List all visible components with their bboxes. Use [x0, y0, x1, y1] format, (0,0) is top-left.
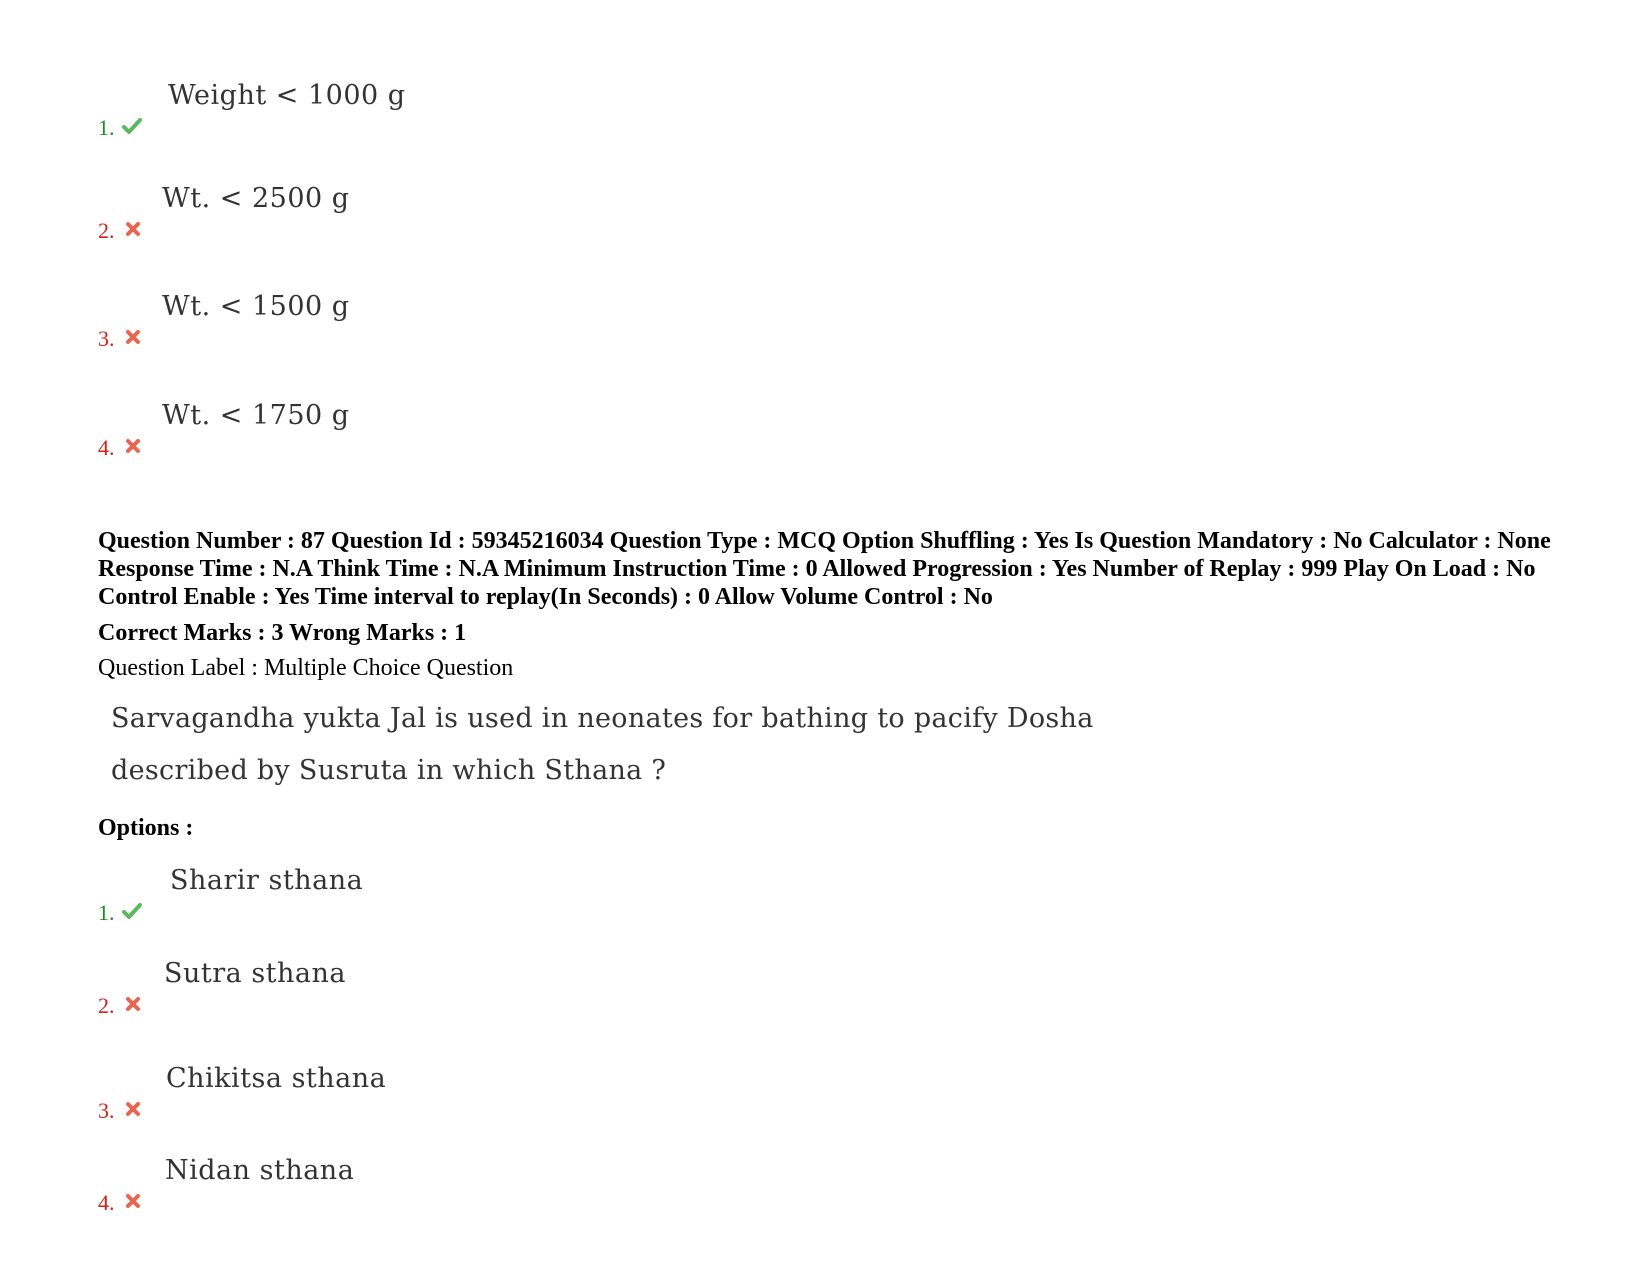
option-number: 4.: [98, 1190, 115, 1215]
option-2: [98, 958, 698, 1018]
cross-icon: [125, 221, 141, 237]
question-marks: Correct Marks : 3 Wrong Marks : 1: [98, 620, 467, 646]
option-number: 2.: [98, 993, 115, 1018]
option-1: [98, 865, 698, 925]
option-text: Sharir sthana: [170, 865, 364, 896]
option-text: Wt. < 1750 g: [162, 400, 350, 431]
previous-option-3: [98, 291, 698, 351]
option-3: [98, 1063, 698, 1123]
option-text: Sutra sthana: [164, 958, 347, 989]
previous-option-4: [98, 400, 698, 460]
option-text: Chikitsa sthana: [166, 1063, 387, 1094]
option-number: 2.: [98, 218, 115, 243]
option-text: Wt. < 1500 g: [162, 291, 350, 322]
cross-icon: [125, 1101, 141, 1117]
option-text: Weight < 1000 g: [168, 80, 406, 111]
previous-option-2: [98, 183, 698, 243]
question-text-line-1: Sarvagandha yukta Jal is used in neonates for bathing to pacify Dosha: [111, 703, 1094, 734]
question-label: Question Label : Multiple Choice Question: [98, 655, 514, 681]
options-heading: Options :: [98, 815, 194, 841]
check-icon: [122, 901, 142, 921]
cross-icon: [125, 1193, 141, 1209]
previous-option-1: [98, 80, 698, 140]
cross-icon: [125, 996, 141, 1012]
option-text: Nidan sthana: [165, 1155, 355, 1186]
option-4: [98, 1155, 698, 1215]
check-icon: [122, 116, 142, 136]
question-text-line-2: described by Susruta in which Sthana ?: [111, 755, 667, 786]
option-number: 3.: [98, 1098, 115, 1123]
option-text: Wt. < 2500 g: [162, 183, 350, 214]
option-number: 4.: [98, 435, 115, 460]
option-number: 1.: [98, 900, 115, 925]
cross-icon: [125, 438, 141, 454]
option-number: 3.: [98, 326, 115, 351]
option-number: 1.: [98, 115, 115, 140]
question-meta: Question Number : 87 Question Id : 59345216034 Question Type : MCQ Option Shuffling : Yes Is Question Mandatory : No Calculator : None Response Time : N.A Think Time : N.A Minimum Instruction Time : 0 Allowed Progression : Yes Number of Replay : 999 Play On Load : No Control Enable : Yes Time interval to replay(In Seconds) : 0 Allow Volume Control : No: [98, 528, 1551, 610]
cross-icon: [125, 329, 141, 345]
